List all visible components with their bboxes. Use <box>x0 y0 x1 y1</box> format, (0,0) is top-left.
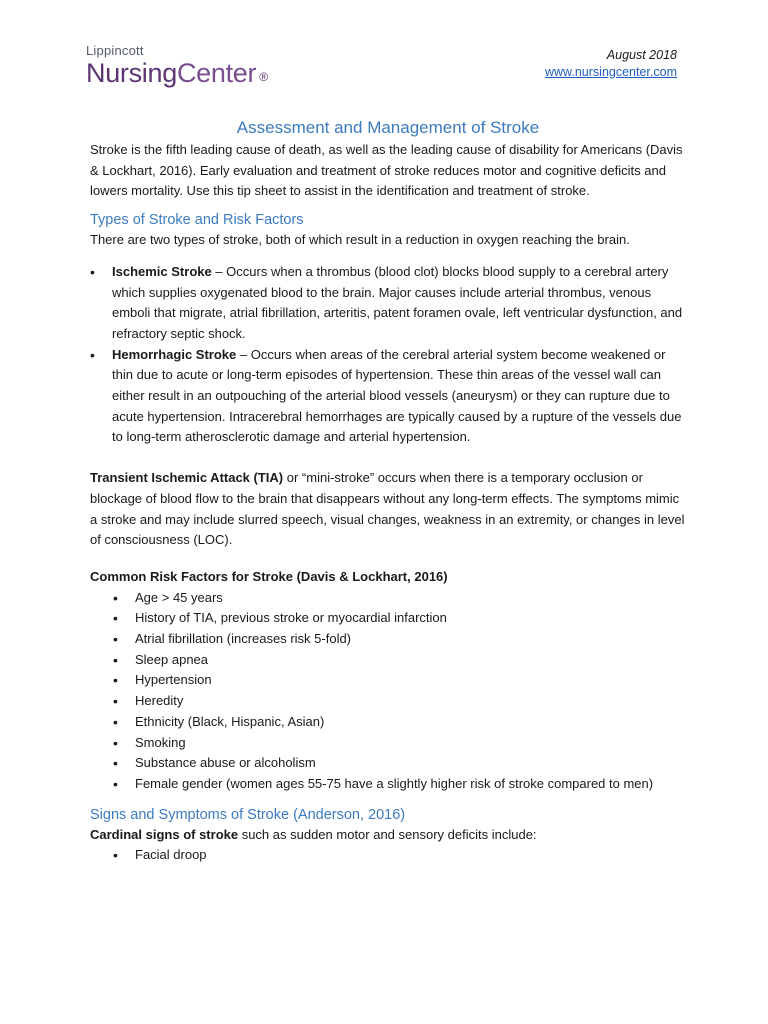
term-cardinal-signs: Cardinal signs of stroke <box>90 826 239 842</box>
list-item: • History of TIA, previous stroke or myocardial infarction <box>90 608 686 629</box>
list-item: • Female gender (women ages 55-75 have a slightly higher risk of stroke compared to men) <box>90 774 686 795</box>
desc-tia: or “mini-stroke” occurs when there is a temporary occlusion or blockage of blood flow to the brain that disappears without any long-term effects. The symptoms mimic a stroke and may include slurred speech, visual changes, weakness in an extremity, or changes in level of consciousness (LOC). <box>90 470 685 548</box>
document-title: Assessment and Management of Stroke <box>236 118 540 137</box>
list-item-ischemic <box>90 262 686 345</box>
list-item: • Smoking <box>90 733 686 754</box>
list-item: • Ethnicity (Black, Hispanic, Asian) <box>90 712 686 733</box>
tia-paragraph <box>90 468 686 551</box>
list-item: • Substance abuse or alcoholism <box>90 753 686 774</box>
list-item: • Age > 45 years <box>90 588 686 609</box>
logo-lippincott: Lippincott <box>86 43 144 58</box>
term-hemorrhagic: Hemorrhagic Stroke <box>112 346 237 362</box>
intro-paragraph: Stroke is the fifth leading cause of death, as well as the leading cause of disability for Americans (Davis & Lockhart, 2016). Early evaluation and treatment of stroke reduces motor and cognitive deficits and lowers mortality. Use this tip sheet to assist in the identification and treatment of stroke. <box>90 142 683 199</box>
risk-factors-list <box>90 588 686 795</box>
term-ischemic: Ischemic Stroke <box>112 263 212 279</box>
signs-lead-text: such as sudden motor and sensory deficits include: <box>238 826 537 842</box>
desc-ischemic: – Occurs when a thrombus (blood clot) blocks blood supply to a cerebral artery which supplies oxygenated blood to the brain. Major causes include arterial thrombus, venous emboli that migrate, atrial fibrillation, arteritis, patent foramen ovale, left ventricular dysfunction, and refractory septic shock. <box>112 263 683 341</box>
nursingcenter-logo <box>86 44 268 88</box>
section-heading-types: Types of Stroke and Risk Factors <box>90 212 304 229</box>
list-item: • Atrial fibrillation (increases risk 5-fold) <box>90 629 686 650</box>
document-body <box>90 117 686 876</box>
list-item: • Hypertension <box>90 670 686 691</box>
desc-hemorrhagic: – Occurs when areas of the cerebral arterial system become weakened or thin due to acute or long-term episodes of hypertension. These thin areas of the vessel wall can either result in an outpouching of the arterial blood vessels (aneurysm) or they can rupture due to acute hypertension. Intracerebral hemorrhages are typically caused by a rupture of the vessels due to long-term atherosclerotic damage and arterial hypertension. <box>112 346 682 445</box>
header-meta <box>545 47 677 81</box>
list-item: • Facial droop <box>90 845 686 866</box>
list-item: • Sleep apnea <box>90 650 686 671</box>
stroke-types-list <box>90 262 686 448</box>
section-heading-signs: Signs and Symptoms of Stroke (Anderson, 2016) <box>90 806 406 823</box>
logo-nursing: Nursing <box>86 58 177 88</box>
website-link[interactable]: www.nursingcenter.com <box>544 65 677 79</box>
logo-wordmark <box>86 58 268 88</box>
signs-lead <box>90 825 686 846</box>
logo-center: Center <box>176 58 257 88</box>
risk-factors-heading: Common Risk Factors for Stroke (Davis & Lockhart, 2016) <box>90 568 448 584</box>
signs-list <box>90 845 686 866</box>
list-item: • Heredity <box>90 691 686 712</box>
logo-registered-mark: ® <box>259 70 268 84</box>
types-lead: There are two types of stroke, both of which result in a reduction in oxygen reaching the brain. <box>90 232 630 248</box>
list-item-hemorrhagic <box>90 345 686 449</box>
publication-date: August 2018 <box>606 48 677 62</box>
term-tia: Transient Ischemic Attack (TIA) <box>90 470 284 486</box>
